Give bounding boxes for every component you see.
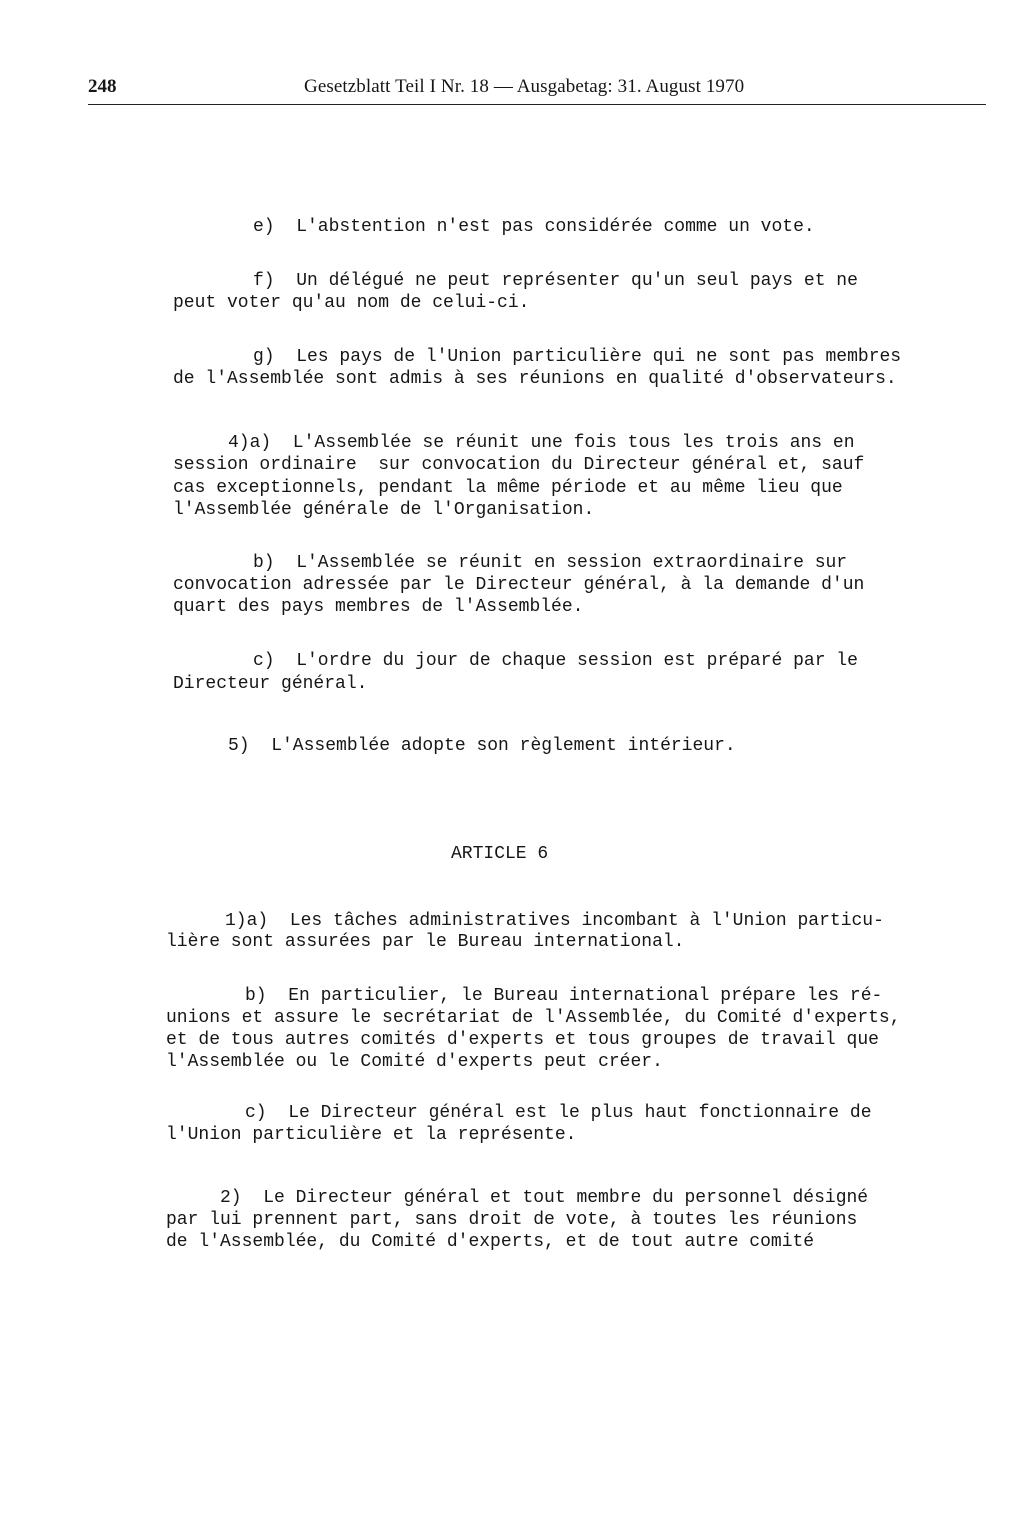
paragraph-line: l'Assemblée générale de l'Organisation.	[173, 500, 595, 520]
paragraph-line: 2) Le Directeur général et tout membre du personnel désigné	[220, 1188, 869, 1208]
paragraph-line: par lui prennent part, sans droit de vote, à toutes les réunions	[166, 1210, 858, 1230]
paragraph-line: 4)a) L'Assemblée se réunit une fois tous les trois ans en	[228, 433, 855, 453]
running-title: Gesetzblatt Teil I Nr. 18 — Ausgabetag: 31. August 1970	[304, 76, 745, 97]
paragraph-line: et de tous autres comités d'experts et tous groupes de travail que	[166, 1030, 879, 1050]
paragraph-line: de l'Assemblée, du Comité d'experts, et de tout autre comité	[166, 1232, 815, 1252]
paragraph-line: Directeur général.	[173, 674, 368, 694]
paragraph-line: lière sont assurées par le Bureau international.	[166, 932, 685, 952]
paragraph-line: l'Union particulière et la représente.	[166, 1125, 577, 1145]
paragraph-line: peut voter qu'au nom de celui-ci.	[173, 293, 530, 313]
paragraph-line: 5) L'Assemblée adopte son règlement intérieur.	[228, 736, 736, 756]
paragraph-line: b) L'Assemblée se réunit en session extraordinaire sur	[253, 553, 848, 573]
paragraph-line: session ordinaire sur convocation du Directeur général et, sauf	[173, 455, 865, 475]
paragraph-line: b) En particulier, le Bureau international prépare les ré-	[245, 986, 883, 1006]
paragraph-line: unions et assure le secrétariat de l'Assemblée, du Comité d'experts,	[166, 1008, 901, 1028]
paragraph-line: f) Un délégué ne peut représenter qu'un seul pays et ne	[253, 271, 858, 291]
page-number: 248	[88, 76, 117, 97]
paragraph-line: cas exceptionnels, pendant la même période et au même lieu que	[173, 478, 843, 498]
paragraph-line: g) Les pays de l'Union particulière qui ne sont pas membres	[253, 347, 902, 367]
paragraph-line: de l'Assemblée sont admis à ses réunions en qualité d'observateurs.	[173, 369, 897, 389]
page-header	[88, 74, 986, 105]
paragraph-line: c) Le Directeur général est le plus haut fonctionnaire de	[245, 1103, 872, 1123]
paragraph-line: e) L'abstention n'est pas considérée comme un vote.	[253, 217, 815, 237]
paragraph-line: 1)a) Les tâches administratives incombant à l'Union particu-	[225, 911, 884, 931]
paragraph-line: convocation adressée par le Directeur général, à la demande d'un	[173, 575, 865, 595]
paragraph-line: c) L'ordre du jour de chaque session est préparé par le	[253, 651, 858, 671]
paragraph-line: quart des pays membres de l'Assemblée.	[173, 597, 584, 617]
paragraph-line: l'Assemblée ou le Comité d'experts peut créer.	[166, 1052, 663, 1072]
article-heading: ARTICLE 6	[451, 844, 549, 864]
